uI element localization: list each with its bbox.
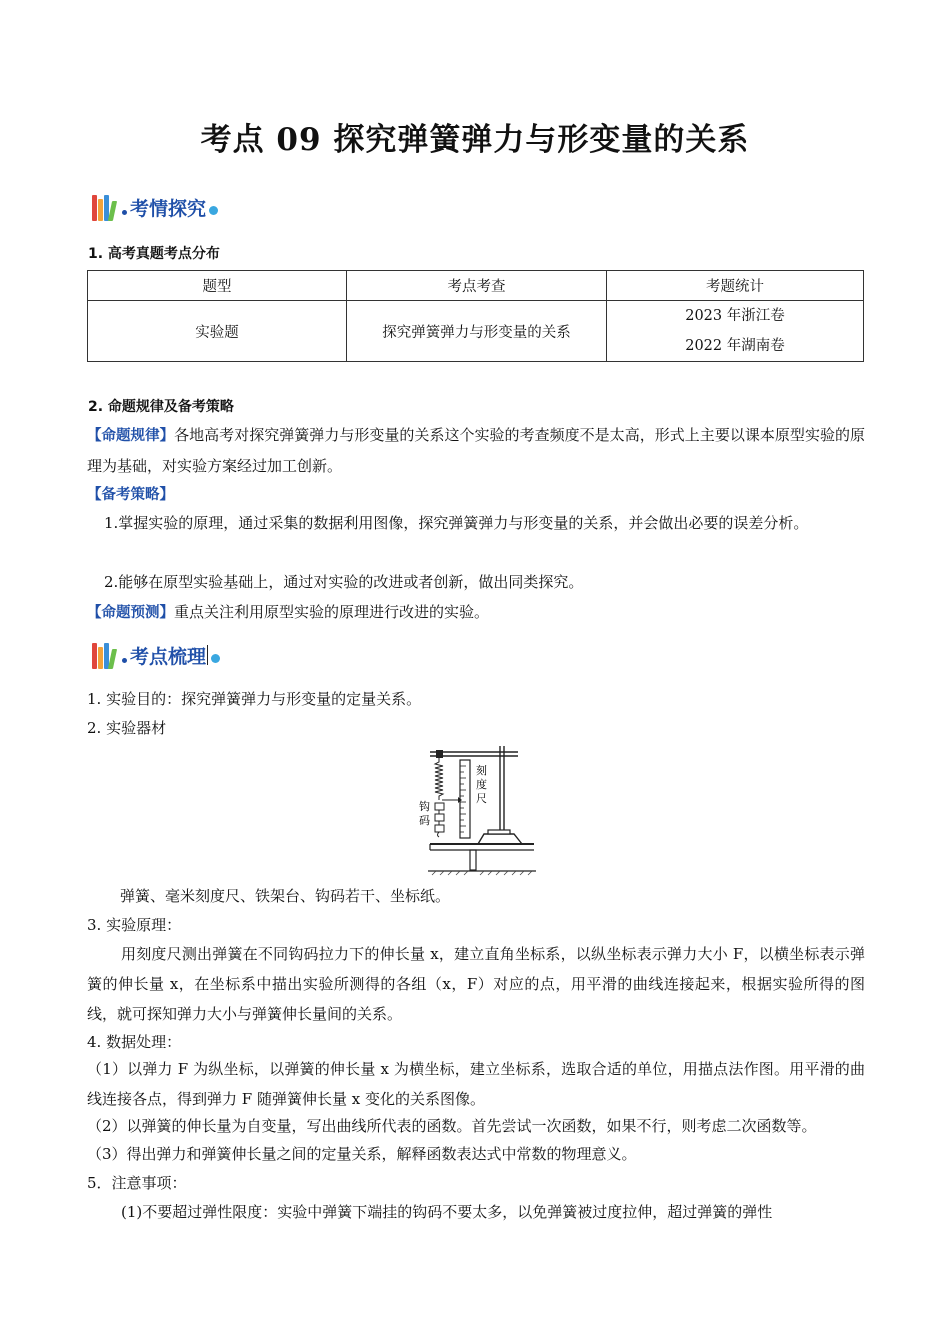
- page-title: 考点 09 探究弹簧弹力与形变量的关系: [200, 122, 750, 158]
- principle-text: 用刻度尺测出弹簧在不同钩码拉力下的伸长量 x，建立直角坐标系，以纵坐标表示弹力大小 F，以横坐标表示弹簧的伸长量 x，在坐标系中描出实验所测得的各组（x，F）对应的点，用平滑的曲线连接起来，根据实验所得的图线，就可探知弹力大小与弹簧伸长量间的关系。: [87, 945, 865, 1023]
- books-icon: [92, 641, 116, 669]
- table-cell: 探究弹簧弹力与形变量的关系: [347, 301, 607, 362]
- spring-apparatus-figure: [418, 744, 536, 876]
- stat-line: 2022 年湖南卷: [685, 338, 785, 354]
- banner-exam-analysis: [92, 191, 218, 223]
- weights-label-2: 码: [419, 814, 430, 827]
- tag-label: 【命题规律】: [87, 428, 175, 444]
- strategy-heading: [87, 479, 865, 510]
- section-heading: 2. 命题规律及备考策略: [88, 399, 234, 415]
- ruler-label-1: 刻: [476, 764, 487, 777]
- table-cell: [607, 301, 864, 362]
- exam-stats-table: [87, 270, 864, 362]
- strategy-1: 1.掌握实验的原理，通过采集的数据利用图像，探究弹簧弹力与形变量的关系，并会做出必要的误差分析。: [104, 514, 809, 532]
- notes-heading: 5．注意事项：: [87, 1174, 187, 1192]
- strategy-2: 2.能够在原型实验基础上，通过对实验的改进或者创新，做出同类探究。: [104, 573, 584, 591]
- banner-label: 考情探究: [130, 197, 207, 220]
- section-heading: 1. 高考真题考点分布: [88, 246, 220, 262]
- equipment-heading: 2. 实验器材: [87, 719, 167, 737]
- ruler-label-3: 尺: [476, 792, 487, 805]
- stat-line: 2023 年浙江卷: [685, 308, 785, 324]
- books-icon: [92, 193, 116, 221]
- rule-paragraph: [87, 420, 865, 481]
- purpose: 1. 实验目的：探究弹簧弹力与形变量的定量关系。: [87, 690, 422, 708]
- tag-label: 【命题预测】: [87, 605, 174, 621]
- predict-paragraph: [87, 597, 865, 628]
- data-step-2: （2）以弹簧的伸长量为自变量，写出曲线所代表的函数。首先尝试一次函数，如果不行，则考虑二次函数等。: [87, 1117, 817, 1135]
- table-row: [88, 301, 864, 362]
- principle-heading: 3. 实验原理：: [87, 916, 182, 934]
- equipment-list: 弹簧、毫米刻度尺、铁架台、钩码若干、坐标纸。: [120, 887, 451, 905]
- data-step-1: （1）以弹力 F 为纵坐标，以弹簧的伸长量 x 为横坐标，建立坐标系，选取合适的单位，用描点法作图。用平滑的曲线连接各点，得到弹力 F 随弹簧伸长量 x 变化的关系图像。: [87, 1060, 865, 1108]
- note-1: (1)不要超过弹性限度：实验中弹簧下端挂的钩码不要太多，以免弹簧被过度拉伸，超过弹簧的弹性: [121, 1203, 773, 1221]
- tag-label: 【备考策略】: [87, 487, 174, 503]
- dot-icon: [122, 658, 127, 663]
- ruler-label-2: 度: [476, 778, 487, 791]
- weights-label-1: 钩: [419, 800, 430, 813]
- rule-text: 各地高考对探究弹簧弹力与形变量的关系这个实验的考查频度不是太高，形式上主要以课本原型实验的原理为基础，对实验方案经过加工创新。: [87, 426, 865, 475]
- table-header: 题型: [88, 271, 347, 301]
- banner-key-points: [92, 639, 220, 671]
- banner-label: 考点梳理: [130, 645, 207, 668]
- dot-icon: [211, 654, 220, 663]
- predict-text: 重点关注利用原型实验的原理进行改进的实验。: [174, 603, 490, 621]
- dot-icon: [122, 210, 127, 215]
- data-step-3: （3）得出弹力和弹簧伸长量之间的定量关系，解释函数表达式中常数的物理意义。: [87, 1145, 637, 1163]
- dot-icon: [209, 206, 218, 215]
- data-heading: 4. 数据处理：: [87, 1033, 182, 1051]
- table-cell: 实验题: [88, 301, 347, 362]
- table-header: 考题统计: [607, 271, 864, 301]
- table-header: 考点考查: [347, 271, 607, 301]
